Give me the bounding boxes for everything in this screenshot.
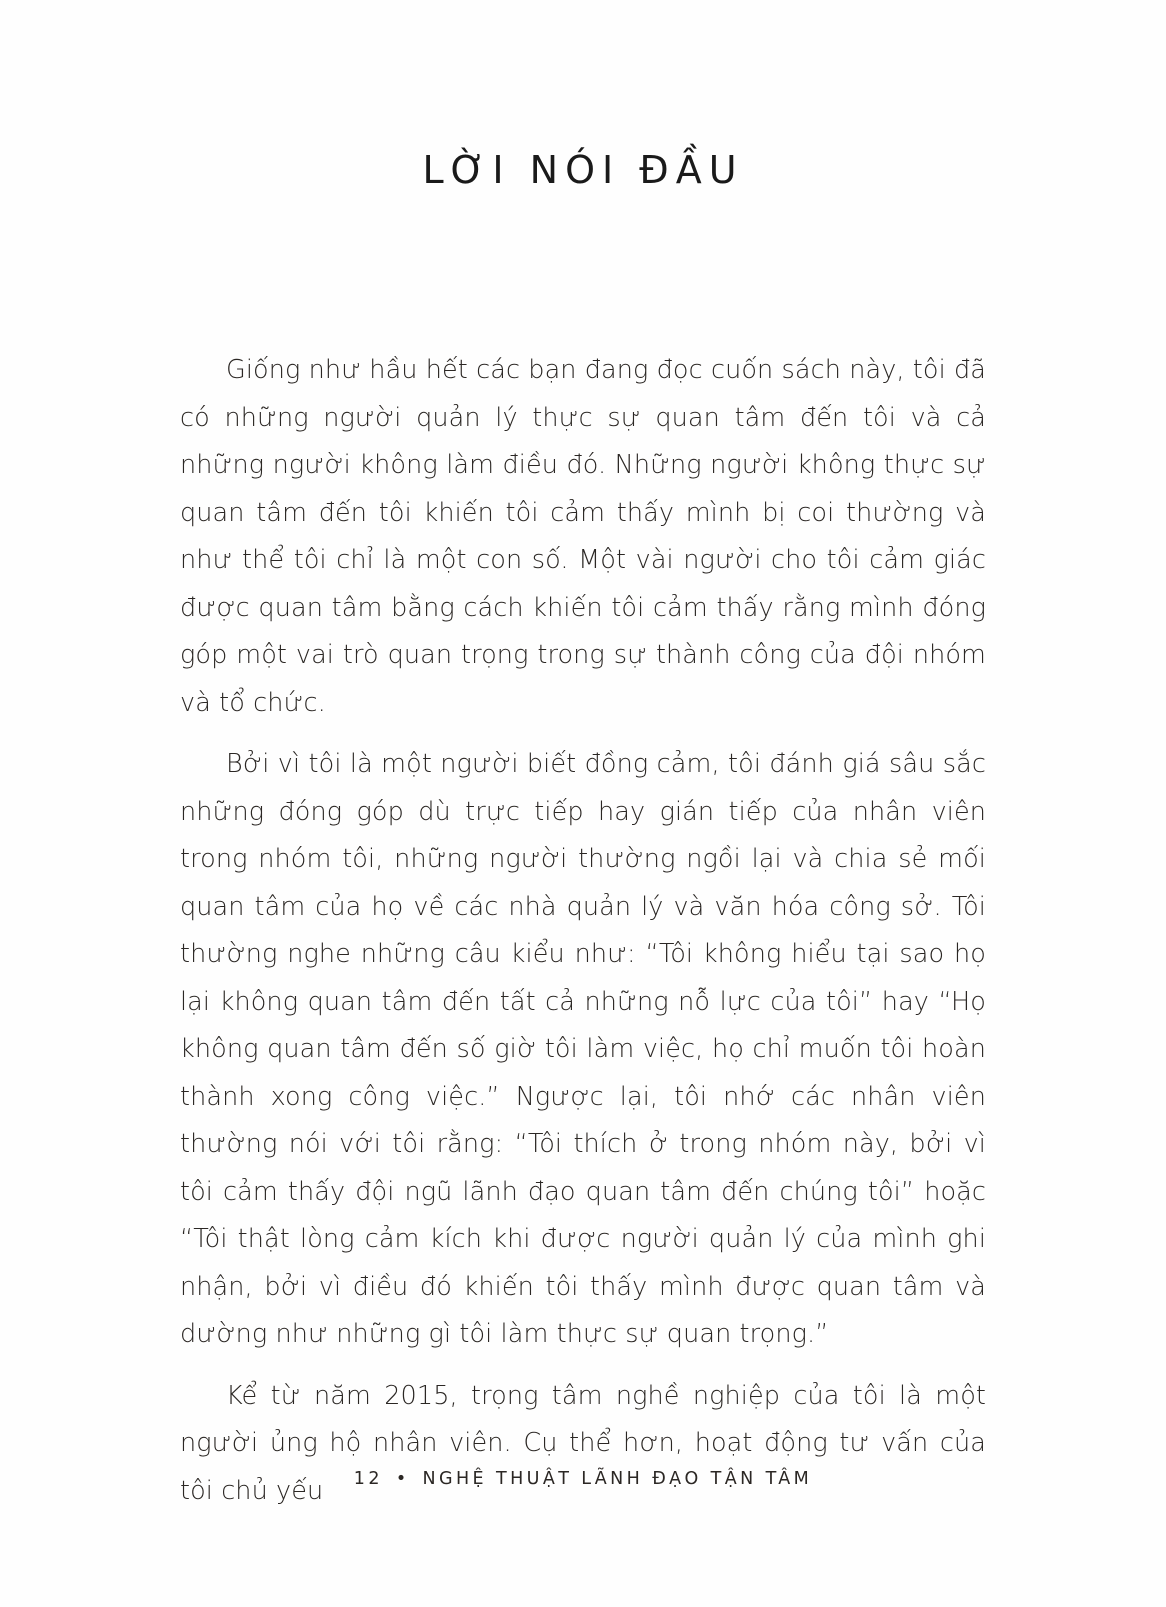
footer-book-title: NGHỆ THUẬT LÃNH ĐẠO TẬN TÂM (422, 1469, 813, 1489)
body-text (180, 192, 986, 1515)
paragraph: Kể từ năm 2015, trọng tâm nghề nghiệp của tôi là một người ủng hộ nhân viên. Cụ thể hơn, hoạt động tư vấn của tôi chủ yếu (180, 1380, 986, 1506)
page-title: LỜI NÓI ĐẦU (422, 148, 744, 192)
page-number: 12 (353, 1469, 383, 1489)
paragraph: Giống như hầu hết các bạn đang đọc cuốn sách này, tôi đã có những người quản lý thực sự quan tâm đến tôi và cả những người không làm điều đó. Những người không thực sự quan tâm đến tôi khiến tôi cảm thấy mình bị coi thường và như thể tôi chỉ là một con số. Một vài người cho tôi cảm giác được quan tâm bằng cách khiến tôi cảm thấy rằng mình đóng góp một vai trò quan trọng trong sự thành công của đội nhóm và tổ chức. (180, 355, 987, 718)
footer-separator: • (395, 1469, 410, 1489)
paragraph: Bởi vì tôi là một người biết đồng cảm, tôi đánh giá sâu sắc những đóng góp dù trực tiếp hay gián tiếp của nhân viên trong nhóm tôi, những người thường ngồi lại và chia sẻ mối quan tâm của họ về các nhà quản lý và văn hóa công sở. Tôi thường nghe những câu kiểu như: “Tôi không hiểu tại sao họ lại không quan tâm đến tất cả những nỗ lực của tôi” hay “Họ không quan tâm đến số giờ tôi làm việc, họ chỉ muốn tôi hoàn thành xong công việc.” Ngược lại, tôi nhớ các nhân viên thường nói với tôi rằng: “Tôi thích ở trong nhóm này, bởi vì tôi cảm thấy đội ngũ lãnh đạo quan tâm đến chúng tôi” hoặc “Tôi thật lòng cảm kích khi được người quản lý của mình ghi nhận, bởi vì điều đó khiến tôi thấy mình được quan tâm và dường như những gì tôi làm thực sự quan trọng.” (180, 749, 986, 1349)
page-footer (0, 1469, 1166, 1489)
